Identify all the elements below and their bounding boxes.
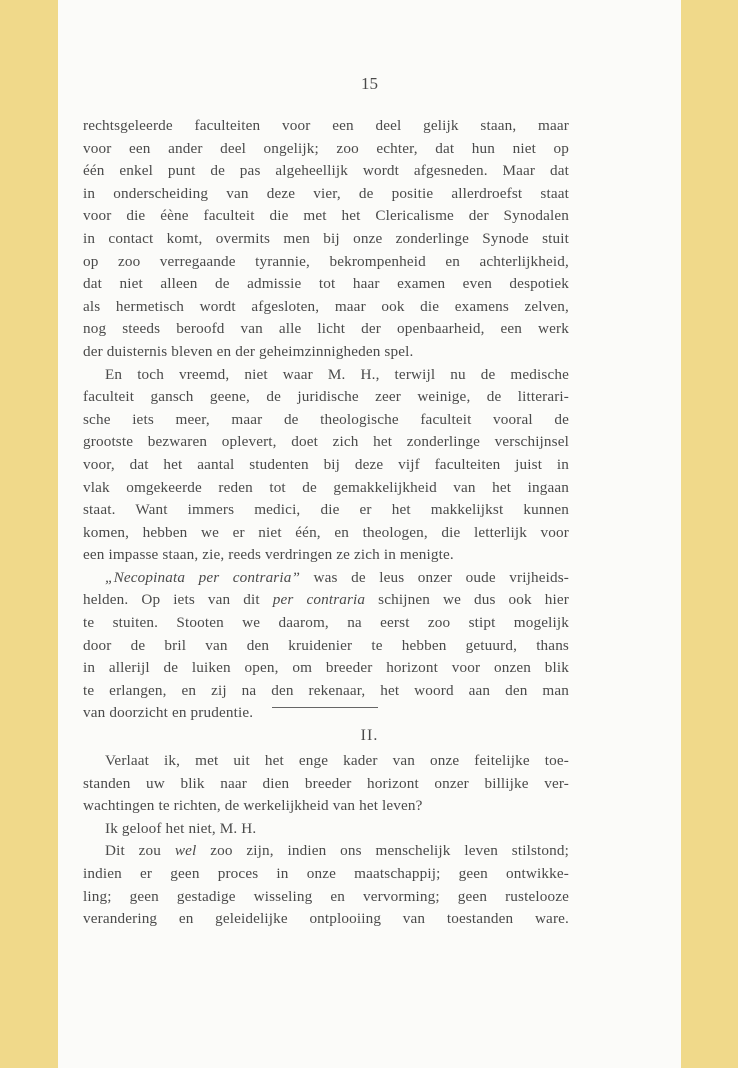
text-line: Ik geloof het niet, M. H. bbox=[105, 819, 257, 837]
text-fragment: Dit zou bbox=[105, 842, 175, 860]
text-line: nog steeds beroofd van alle licht der openbaarheid, een werk bbox=[83, 320, 569, 338]
text-line: der duisternis bleven en der geheimzinnigheden spel. bbox=[83, 342, 414, 360]
book-page bbox=[58, 0, 681, 1068]
text-line: in allerijl de luiken open, om breeder horizont voor onzen blik bbox=[83, 659, 569, 677]
text-fragment: zoo zijn, indien ons menschelijk leven stilstond; bbox=[196, 842, 569, 860]
text-line: standen uw blik naar dien breeder horizont onzer billijke ver- bbox=[83, 774, 569, 792]
text-line: een impasse staan, zie, reeds verdringen ze zich in menigte. bbox=[83, 546, 454, 564]
text-fragment: was de leus onzer oude vrijheids- bbox=[300, 568, 569, 586]
text-line: sche iets meer, maar de theologische faculteit vooral de bbox=[83, 410, 569, 428]
text-line: te stuiten. Stooten we daarom, na eerst zoo stipt mogelijk bbox=[83, 614, 569, 632]
text-line: Verlaat ik, met uit het enge kader van onze feitelijke toe- bbox=[105, 752, 569, 769]
text-block-main bbox=[83, 115, 569, 725]
text-line: één enkel punt de pas algeheellijk wordt afgesneden. Maar dat bbox=[83, 162, 569, 180]
text-line: voor die éène faculteit die met het Clericalisme der Synodalen bbox=[83, 207, 569, 225]
section-divider bbox=[272, 707, 378, 708]
text-fragment: schijnen we dus ook hier bbox=[365, 591, 569, 609]
text-line bbox=[83, 589, 569, 612]
text-line: voor een ander deel ongelijk; zoo echter, dat hun niet op bbox=[83, 139, 569, 157]
page-number: 15 bbox=[361, 74, 378, 93]
text-line: van doorzicht en prudentie. bbox=[83, 704, 254, 722]
text-line: komen, hebben we er niet één, en theologen, die letterlijk voor bbox=[83, 523, 569, 541]
text-line: verandering en geleidelijke ontplooiing van toestanden ware. bbox=[83, 910, 569, 928]
left-margin bbox=[0, 0, 58, 1068]
text-block-section-two bbox=[83, 750, 569, 931]
text-line: in onderscheiding van deze vier, de positie allerdroefst staat bbox=[83, 184, 569, 202]
text-line: grootste bezwaren oplevert, doet zich het zonderlinge verschijnsel bbox=[83, 433, 569, 451]
latin-phrase: per contraria bbox=[272, 591, 366, 609]
emphasis-word: wel bbox=[174, 842, 197, 860]
right-margin bbox=[681, 0, 738, 1068]
text-line: op zoo verregaande tyrannie, bekrompenheid en achterlijkheid, bbox=[83, 252, 569, 270]
text-line: als hermetisch wordt afgesloten, maar ook die examens zelven, bbox=[83, 297, 569, 315]
text-line: in contact komt, overmits men bij onze zonderlinge Synode stuit bbox=[83, 229, 569, 247]
text-line bbox=[83, 840, 569, 863]
text-line: door de bril van den kruidenier te hebben getuurd, thans bbox=[83, 636, 569, 654]
section-heading: II. bbox=[360, 727, 379, 744]
text-line: rechtsgeleerde faculteiten voor een deel gelijk staan, maar bbox=[83, 117, 569, 134]
text-line: indien er geen proces in onze maatschappij; geen ontwikke- bbox=[83, 864, 569, 882]
text-line: vlak omgekeerde reden tot de gemakkelijkheid van het ingaan bbox=[83, 478, 569, 496]
text-line: te erlangen, en zij na den rekenaar, het woord aan den man bbox=[83, 681, 569, 699]
text-line: voor, dat het aantal studenten bij deze vijf faculteiten juist in bbox=[83, 455, 569, 473]
text-line: En toch vreemd, niet waar M. H., terwijl nu de medische bbox=[105, 365, 569, 383]
text-line-quote bbox=[83, 567, 569, 590]
text-line: ling; geen gestadige wisseling en vervorming; geen rustelooze bbox=[83, 887, 569, 905]
text-line: staat. Want immers medici, die er het makkelijkst kunnen bbox=[83, 501, 569, 519]
text-line: dat niet alleen de admissie tot haar examen even despotiek bbox=[83, 275, 569, 293]
text-line: faculteit gansch geene, de juridische zeer weinige, de litterari- bbox=[83, 388, 569, 406]
text-line: wachtingen te richten, de werkelijkheid van het leven? bbox=[83, 797, 423, 815]
latin-quote: „Necopinata per contraria” bbox=[105, 568, 301, 586]
text-fragment: helden. Op iets van dit bbox=[83, 591, 273, 609]
